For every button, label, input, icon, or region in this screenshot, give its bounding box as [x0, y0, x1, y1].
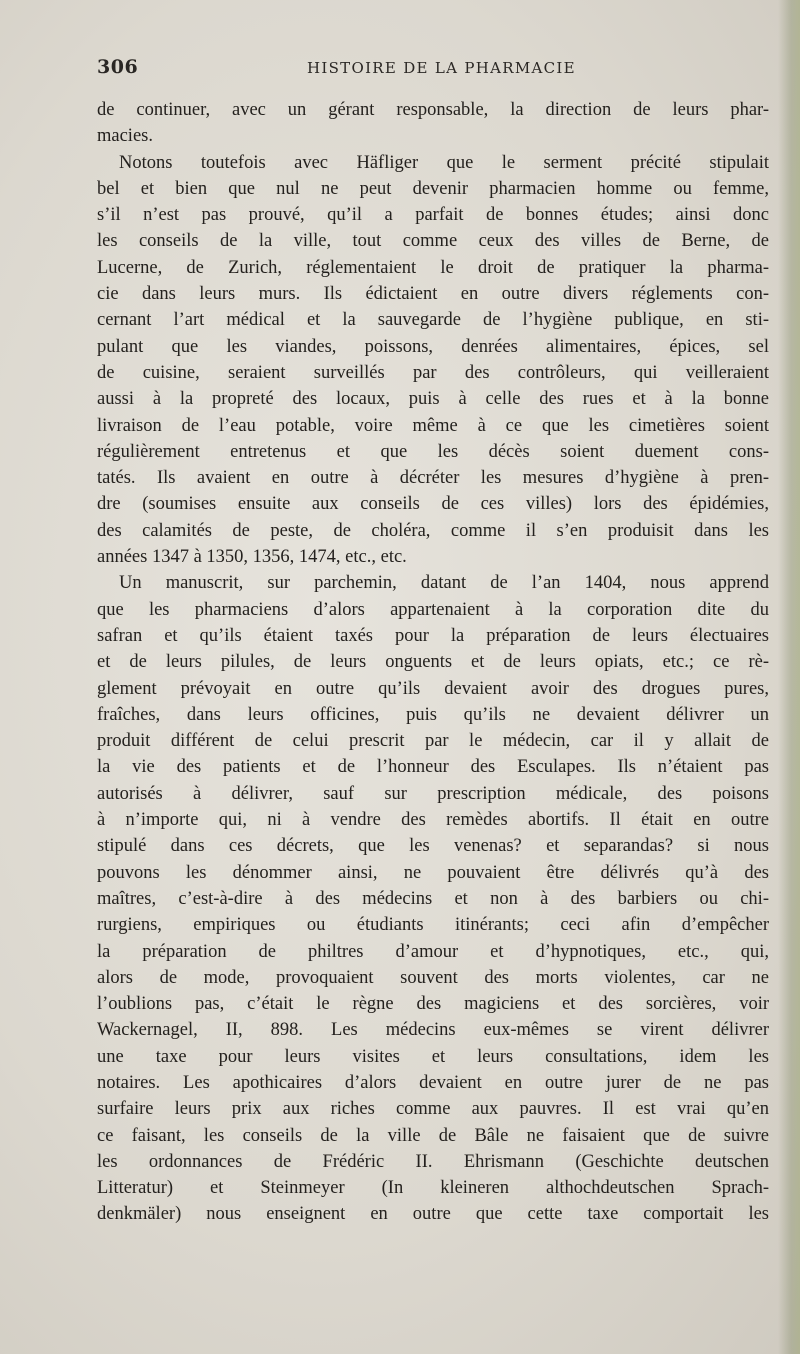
text-line: la préparation de philtres d’amour et d’hypnotiques, etc., qui, — [97, 941, 769, 962]
text-line: Wackernagel, II, 898. Les médecins eux-mêmes se virent délivrer — [97, 1020, 769, 1041]
running-title: HISTOIRE DE LA PHARMACIE — [307, 59, 576, 77]
text-line: alors de mode, provoquaient souvent des morts violentes, car ne — [97, 967, 769, 988]
text-line: safran et qu’ils étaient taxés pour la préparation de leurs électuaires — [97, 625, 769, 646]
text-line: une taxe pour leurs visites et leurs consultations, idem les — [97, 1046, 769, 1067]
text-line: ce faisant, les conseils de la ville de Bâle ne faisaient que de suivre — [97, 1125, 769, 1146]
text-line: Un manuscrit, sur parchemin, datant de l’an 1404, nous apprend — [119, 573, 769, 594]
text-line: l’oublions pas, c’était le règne des magiciens et des sorcières, voir — [97, 994, 769, 1015]
text-line: stipulé dans ces décrets, que les venenas? et separandas? si nous — [97, 836, 769, 857]
text-line: produit différent de celui prescrit par le médecin, car il y allait de — [97, 731, 769, 752]
text-line: surfaire leurs prix aux riches comme aux pauvres. Il est vrai qu’en — [97, 1099, 769, 1120]
text-line: tatés. Ils avaient en outre à décréter les mesures d’hygiène à pren- — [97, 468, 769, 489]
text-line: de cuisine, seraient surveillés par des contrôleurs, qui veilleraient — [97, 362, 769, 383]
text-line: glement prévoyait en outre qu’ils devaient avoir des drogues pures, — [97, 678, 769, 699]
text-line: que les pharmaciens d’alors appartenaient à la corporation dite du — [97, 599, 769, 620]
text-line: fraîches, dans leurs officines, puis qu’ils ne devaient délivrer un — [97, 704, 769, 725]
running-header — [97, 56, 769, 80]
text-line: pouvons les dénommer ainsi, ne pouvaient être délivrés qu’à des — [97, 862, 769, 883]
text-line: s’il n’est pas prouvé, qu’il a parfait de bonnes études; ainsi donc — [97, 205, 769, 226]
text-line: à n’importe qui, ni à vendre des remèdes abortifs. Il était en outre — [97, 810, 769, 831]
text-line: bel et bien que nul ne peut devenir pharmacien homme ou femme, — [97, 178, 769, 199]
text-line: pulant que les viandes, poissons, denrées alimentaires, épices, sel — [97, 336, 769, 357]
text-line: macies. — [97, 126, 153, 147]
text-line: années 1347 à 1350, 1356, 1474, etc., etc. — [97, 547, 407, 568]
text-line: livraison de l’eau potable, voire même à ce que les cimetières soient — [97, 415, 769, 436]
body-text — [97, 97, 769, 1228]
page-number: 306 — [97, 56, 139, 78]
text-line: régulièrement entretenus et que les décès soient duement cons- — [97, 441, 769, 462]
text-line: maîtres, c’est-à-dire à des médecins et non à des barbiers ou chi- — [97, 888, 769, 909]
text-line: Litteratur) et Steinmeyer (In kleineren althochdeutschen Sprach- — [97, 1178, 769, 1199]
text-line: la vie des patients et de l’honneur des Esculapes. Ils n’étaient pas — [97, 757, 769, 778]
text-line: Lucerne, de Zurich, réglementaient le droit de pratiquer la pharma- — [97, 257, 769, 278]
text-line: notaires. Les apothicaires d’alors devaient en outre jurer de ne pas — [97, 1072, 769, 1093]
text-line: denkmäler) nous enseignent en outre que cette taxe comportait les — [97, 1204, 769, 1225]
text-line: dre (soumises ensuite aux conseils de ces villes) lors des épidémies, — [97, 494, 769, 515]
text-line: rurgiens, empiriques ou étudiants itinérants; ceci afin d’empêcher — [97, 915, 769, 936]
text-line: cie dans leurs murs. Ils édictaient en outre divers réglements con- — [97, 284, 769, 305]
text-line: des calamités de peste, de choléra, comme il s’en produisit dans les — [97, 520, 769, 541]
text-line: les ordonnances de Frédéric II. Ehrismann (Geschichte deutschen — [97, 1151, 769, 1172]
page-edge-shading — [778, 0, 800, 1354]
text-line: autorisés à délivrer, sauf sur prescription médicale, des poisons — [97, 783, 769, 804]
text-line: Notons toutefois avec Häfliger que le serment précité stipulait — [119, 152, 769, 173]
text-line: les conseils de la ville, tout comme ceux des villes de Berne, de — [97, 231, 769, 252]
text-line: cernant l’art médical et la sauvegarde de l’hygiène publique, en sti- — [97, 310, 769, 331]
text-line: et de leurs pilules, de leurs onguents et de leurs opiats, etc.; ce rè- — [97, 652, 769, 673]
text-line: aussi à la propreté des locaux, puis à celle des rues et à la bonne — [97, 389, 769, 410]
text-line: de continuer, avec un gérant responsable, la direction de leurs phar- — [97, 100, 769, 120]
